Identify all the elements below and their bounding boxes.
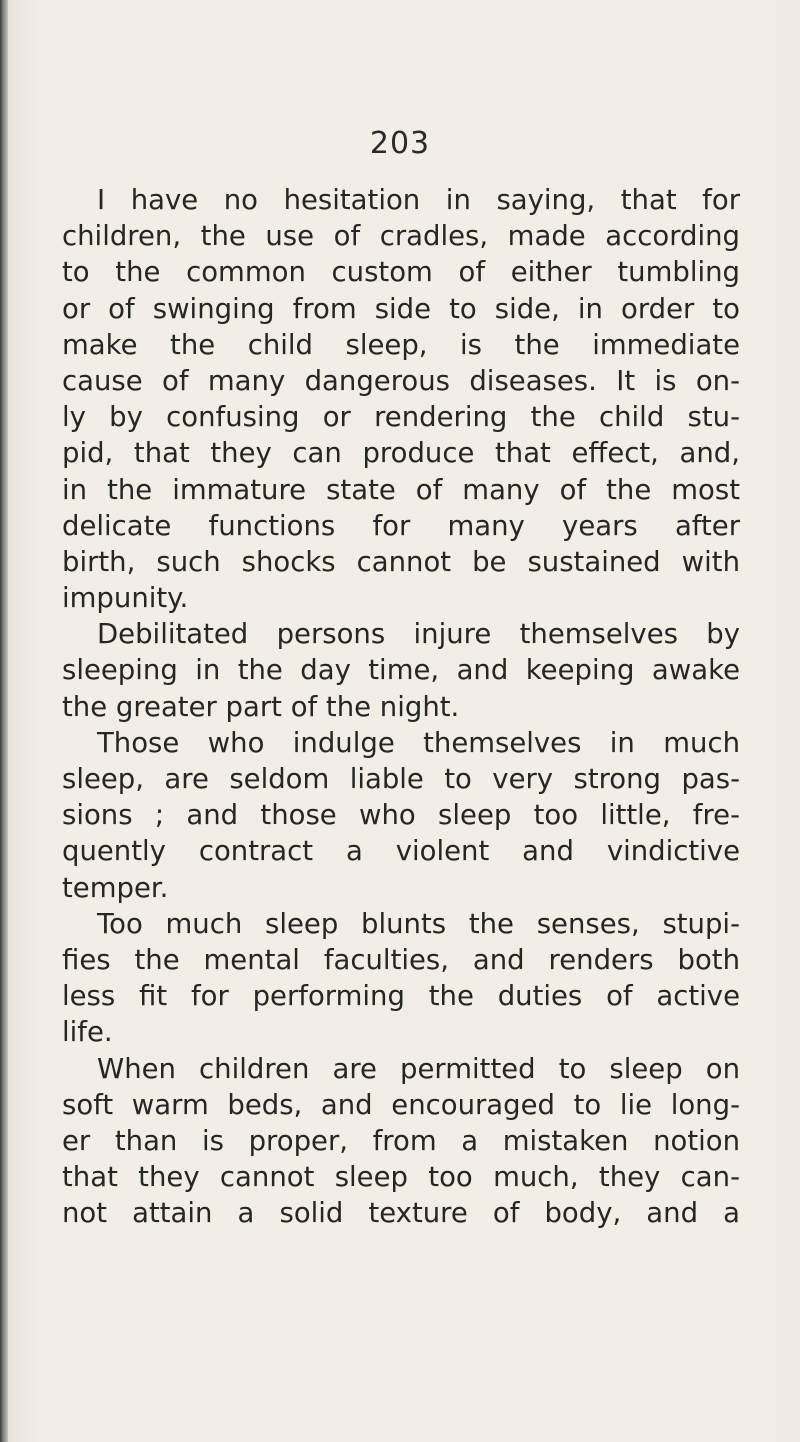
text-line: sleeping in the day time, and keeping awake <box>62 654 740 687</box>
text-line: ly by confusing or rendering the child stu- <box>62 401 740 434</box>
text-line: make the child sleep, is the immediate <box>62 328 740 361</box>
text-line: not attain a solid texture of body, and a <box>62 1197 740 1230</box>
text-line: impunity. <box>62 582 189 615</box>
text-line: in the immature state of many of the most <box>62 473 740 506</box>
text-line: quently contract a violent and vindictive <box>62 835 740 868</box>
page-number: 203 <box>369 126 431 161</box>
text-line: Too much sleep blunts the senses, stupi- <box>97 907 740 940</box>
text-line: When children are permitted to sleep on <box>97 1052 740 1085</box>
text-line: Those who indulge themselves in much <box>97 726 740 759</box>
text-line: sions ; and those who sleep too little, fre- <box>62 799 740 832</box>
text-line: children, the use of cradles, made according <box>62 220 740 253</box>
text-line: sleep, are seldom liable to very strong pas- <box>62 763 740 795</box>
text-line: I have no hesitation in saying, that for <box>97 184 740 216</box>
body-text <box>62 182 740 1231</box>
text-line: soft warm beds, and encouraged to lie long- <box>62 1088 740 1121</box>
page-binding-edge <box>0 0 8 1442</box>
text-line: less fit for performing the duties of active <box>62 980 740 1013</box>
text-line: delicate functions for many years after <box>62 509 740 542</box>
text-line: life. <box>62 1016 113 1049</box>
text-line: that they cannot sleep too much, they can- <box>62 1161 740 1194</box>
text-line: birth, such shocks cannot be sustained with <box>62 545 740 578</box>
text-line: pid, that they can produce that effect, and, <box>62 437 740 470</box>
text-line: the greater part of the night. <box>62 690 460 723</box>
text-line: fies the mental faculties, and renders both <box>62 943 740 976</box>
text-line: Debilitated persons injure themselves by <box>97 618 740 651</box>
text-line: temper. <box>62 871 169 904</box>
text-line: er than is proper, from a mistaken notion <box>62 1124 740 1157</box>
text-line: or of swinging from side to side, in order to <box>62 292 740 325</box>
text-line: to the common custom of either tumbling <box>62 256 740 289</box>
text-line: cause of many dangerous diseases. It is on- <box>62 364 740 397</box>
